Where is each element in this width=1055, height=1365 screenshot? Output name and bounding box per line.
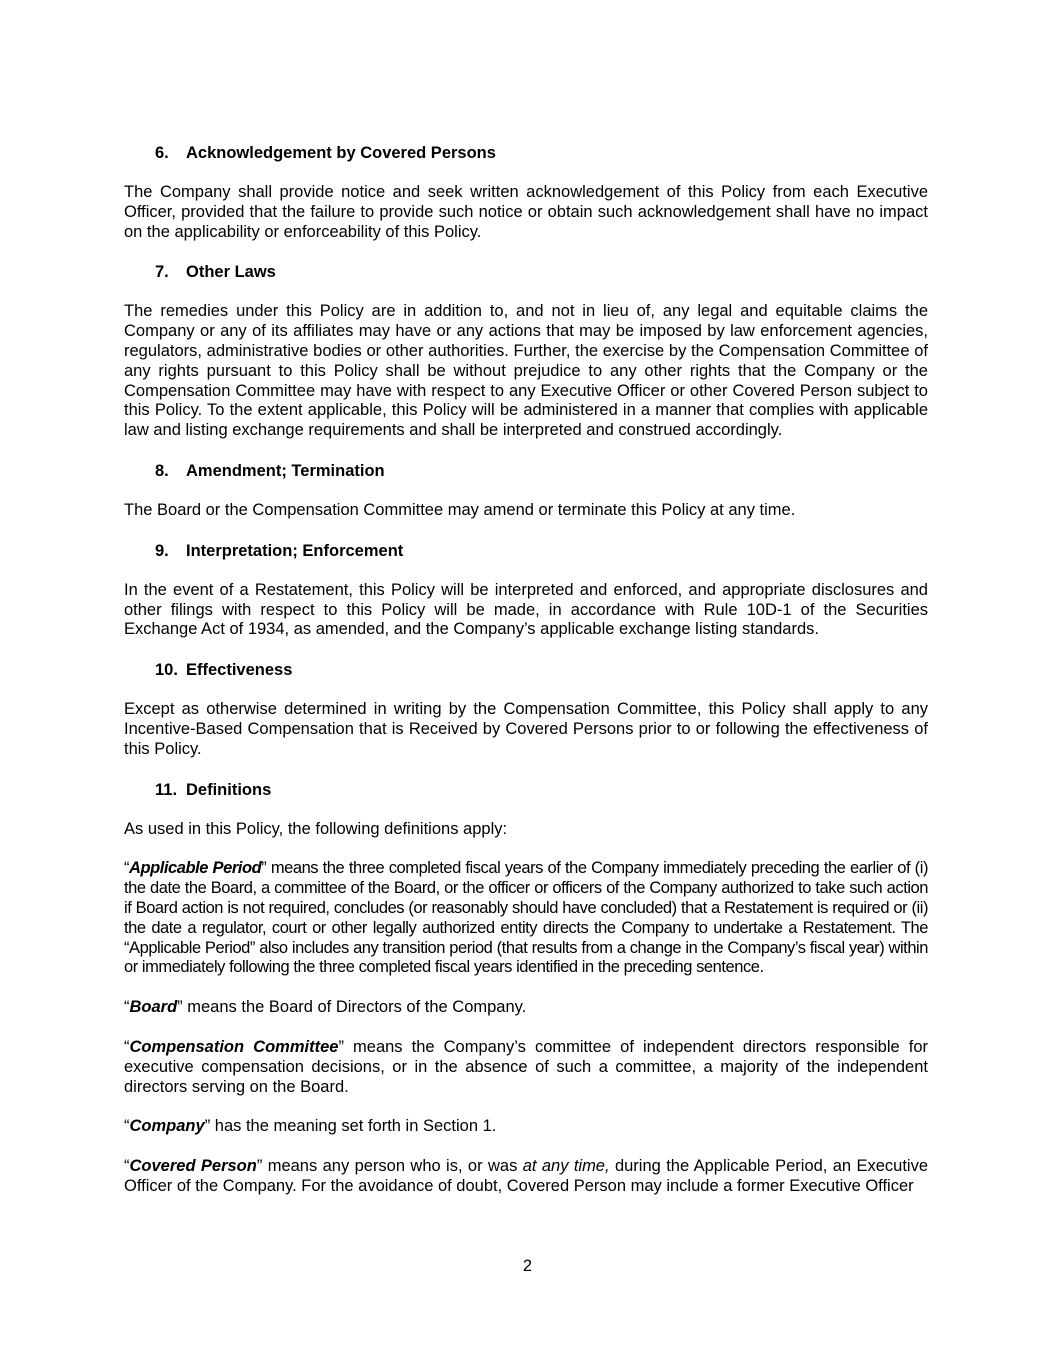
- section-number: 8.: [155, 461, 169, 480]
- section-10-heading: [124, 660, 928, 680]
- section-title: Amendment; Termination: [186, 461, 385, 480]
- section-11-heading: [124, 780, 928, 800]
- section-9-heading: [124, 541, 928, 561]
- definition-compensation-committee: [124, 1038, 928, 1097]
- emphasis-text: at any time,: [522, 1157, 610, 1176]
- section-number: 7.: [155, 263, 169, 282]
- definition-text: ” means the Board of Directors of the Company.: [177, 998, 527, 1017]
- definition-text: ” means any person who is, or was: [256, 1157, 523, 1176]
- section-title: Definitions: [186, 780, 272, 799]
- defined-term: Board: [129, 998, 178, 1017]
- section-9-body: In the event of a Restatement, this Policy will be interpreted and enforced, and appropriate disclosures and other filings with respect to this Policy will be made, in accordance with Rule 10D-1 of the Securities Exchange Act of 1934, as amended, and the Company’s applicable exchange listing standards.: [124, 580, 928, 639]
- section-number: 11.: [155, 780, 178, 799]
- section-7-body: The remedies under this Policy are in addition to, and not in lieu of, any legal and equitable claims the Company or any of its affiliates may have or any actions that may be imposed by law enforcement agencies, regulators, administrative bodies or other authorities. Further, the exercise by the Compensation Committee of any rights pursuant to this Policy shall be without prejudice to any other rights that the Company or the Compensation Committee may have with respect to any Executive Officer or other Covered Person subject to this Policy. To the extent applicable, this Policy will be administered in a manner that complies with applicable law and listing exchange requirements and shall be interpreted and construed accordingly.: [124, 302, 928, 440]
- definition-applicable-period: [124, 859, 928, 978]
- section-11-intro: As used in this Policy, the following definitions apply:: [124, 819, 508, 838]
- defined-term: Covered Person: [129, 1157, 257, 1176]
- section-6-heading: [124, 143, 928, 163]
- open-quote: “: [124, 859, 130, 878]
- section-number: 10.: [155, 661, 178, 680]
- defined-term: Applicable Period: [129, 859, 262, 878]
- open-quote: “: [124, 1157, 130, 1176]
- section-title: Interpretation; Enforcement: [186, 541, 404, 560]
- section-number: 6.: [155, 144, 169, 162]
- definition-covered-person: [124, 1157, 928, 1197]
- section-title: Acknowledgement by Covered Persons: [186, 144, 496, 162]
- document-page: [124, 143, 928, 1217]
- definition-company: [124, 1117, 928, 1137]
- section-8-heading: [124, 461, 928, 481]
- section-title: Effectiveness: [186, 661, 293, 680]
- definition-board: [124, 998, 928, 1018]
- section-10-body: Except as otherwise determined in writing by the Compensation Committee, this Policy shall apply to any Incentive-Based Compensation that is Received by Covered Persons prior to or following the effectiveness of this Policy.: [124, 700, 928, 758]
- section-7-heading: [124, 262, 928, 282]
- section-8-body: The Board or the Compensation Committee may amend or terminate this Policy at any time.: [124, 500, 796, 519]
- definition-text: ” has the meaning set forth in Section 1.: [204, 1117, 497, 1136]
- open-quote: “: [124, 998, 130, 1017]
- definition-text-continued: during the Applicable Period, an Executive Officer of the Company. For the avoidance of doubt, Covered Person may include a former Executive Officer: [124, 1157, 929, 1195]
- open-quote: “: [124, 1037, 130, 1056]
- page-number: 2: [522, 1257, 533, 1275]
- definition-text: ” means the Company’s committee of independent directors responsible for executive compensation decisions, or in the absence of such a committee, a majority of the independent directors serving on the Board.: [124, 1037, 928, 1096]
- section-number: 9.: [155, 541, 169, 560]
- definition-text: ” means the three completed fiscal years of the Company immediately preceding the earlier of (i) the date the Board, a committee of the Board, or the officer or officers of the Company authorized to take such action if Board action is not required, concludes (or reasonably should have concluded) that a Restatement is required or (ii) the date a regulator, court or other legally authorized entity directs the Company to undertake a Restatement. The “Applicable Period” also includes any transition period (that results from a change in the Company’s fiscal year) within or immediately following the three completed fiscal years identified in the preceding sentence.: [124, 859, 928, 977]
- open-quote: “: [124, 1117, 130, 1136]
- section-6-body: The Company shall provide notice and seek written acknowledgement of this Policy from each Executive Officer, provided that the failure to provide such notice or obtain such acknowledgement shall have no impact on the applicability or enforceability of this Policy.: [124, 183, 928, 241]
- defined-term: Company: [129, 1117, 205, 1136]
- defined-term: Compensation Committee: [129, 1037, 339, 1056]
- section-title: Other Laws: [186, 263, 276, 282]
